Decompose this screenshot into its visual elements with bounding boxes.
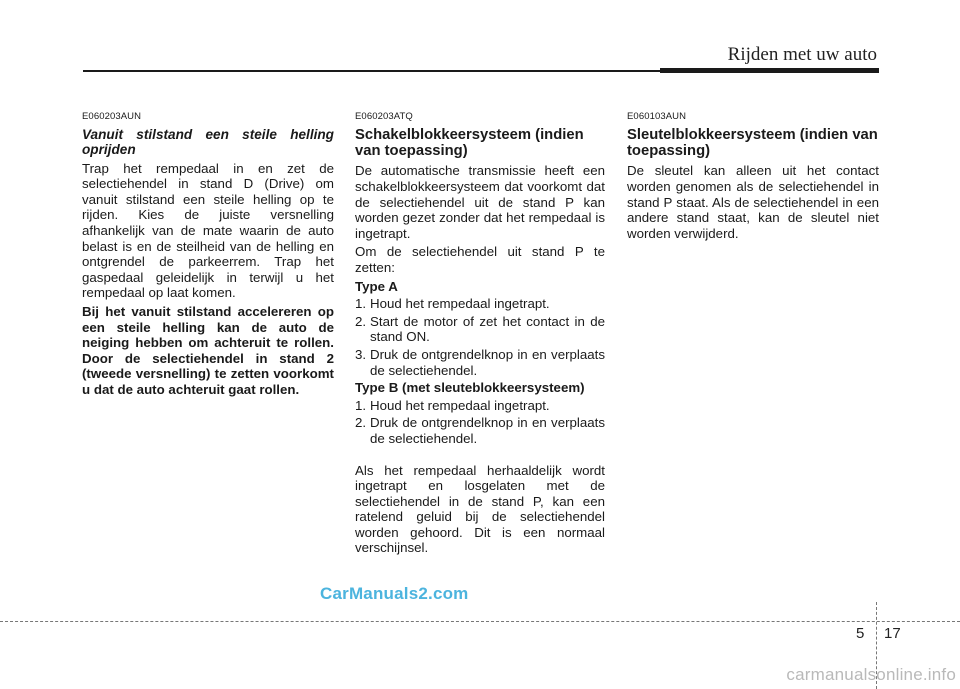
step-text: Houd het rempedaal ingetrapt. [370, 296, 550, 312]
body-paragraph: De sleutel kan alleen uit het contact worden genomen als de selectiehendel in stand P staat. Als de selectiehendel in een andere stand staat, kan de sleutel niet worden verwijderd. [627, 163, 879, 241]
section-code: E060203ATQ [355, 111, 413, 122]
step-number: 1. [355, 296, 367, 312]
type-b-label: Type B (met sleuteblokkeersysteem) [355, 380, 585, 396]
bold-paragraph: Bij het vanuit stilstand accelereren op een steile helling kan de auto de neiging hebben om achteruit te rollen. Door de selectiehendel in stand 2 (tweede versnelling) te zetten voorkomt u dat de auto achteruit gaat rollen. [82, 303, 334, 397]
body-paragraph: Om de selectiehendel uit stand P te zetten: [355, 244, 605, 275]
body-paragraph: De automatische transmissie heeft een schakelblokkeersysteem dat voorkomt dat de selectiehendel uit de stand P kan worden gezet zonder dat het rempedaal is ingetrapt. [355, 163, 605, 241]
type-a-label: Type A [355, 278, 398, 294]
page-header-title: Rijden met uw auto [727, 44, 877, 65]
body-paragraph: Trap het rempedaal in en zet de selectiehendel in stand D (Drive) om vanuit stilstand een steile helling op te rijden. Kies de juiste versnelling afhankelijk van de mate waarin de auto belast is en de steilheid van de helling en ontgrendel de parkeerrem. Trap het gaspedaal geleidelijk in terwijl u het rempedaal op laat komen. [82, 160, 334, 301]
step-number: 3. [355, 346, 367, 362]
header-rule-accent [660, 68, 879, 73]
column-1 [82, 109, 334, 401]
section-subheading: Vanuit stilstand een steile helling oprijden [82, 126, 334, 157]
type-b-steps [355, 398, 605, 447]
chapter-number: 5 [856, 625, 865, 642]
source-watermark: carmanualsonline.info [786, 665, 956, 684]
column-3 [627, 109, 879, 244]
page-number: 17 [884, 625, 901, 642]
step-item [355, 415, 605, 446]
section-code: E060103AUN [627, 111, 687, 122]
section-code: E060203AUN [82, 111, 142, 122]
step-number: 2. [355, 415, 367, 431]
type-a-steps [355, 296, 605, 378]
footer-rule [0, 621, 960, 622]
step-item [355, 314, 605, 345]
step-number: 2. [355, 313, 367, 329]
step-text: Druk de ontgrendelknop in en verplaats de selectiehendel. [370, 415, 605, 446]
step-text: Druk de ontgrendelknop in en verplaats de selectiehendel. [370, 346, 605, 378]
section-heading: Schakelblokkeersysteem (indien van toepassing) [355, 126, 584, 159]
column-2 [355, 109, 605, 559]
step-item [355, 398, 605, 414]
step-text: Start de motor of zet het contact in de stand ON. [370, 313, 605, 345]
step-text: Houd het rempedaal ingetrapt. [370, 397, 550, 413]
note-paragraph: Als het rempedaal herhaaldelijk wordt ingetrapt en losgelaten met de selectiehendel in de stand P, kan een ratelend geluid bij de selectiehendel worden gehoord. Dit is een normaal verschijnsel. [355, 462, 605, 556]
section-heading: Sleutelblokkeersysteem (indien van toepassing) [627, 126, 878, 159]
step-number: 1. [355, 397, 367, 413]
step-item [355, 296, 605, 312]
step-item [355, 347, 605, 378]
watermark-link[interactable]: CarManuals2.com [320, 584, 469, 603]
